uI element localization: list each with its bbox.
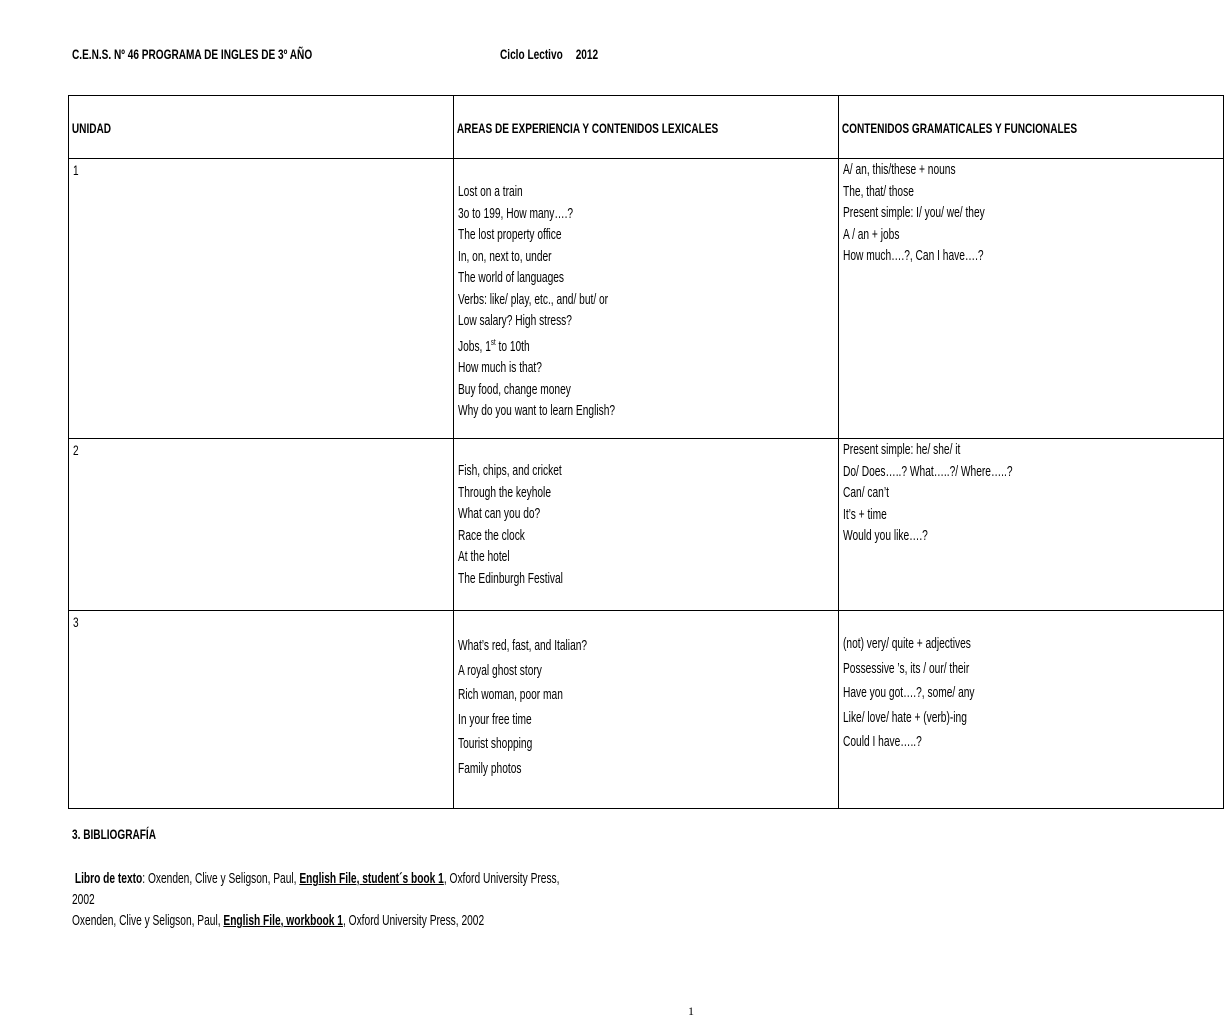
list-item: Rich woman, poor man [458,686,563,704]
list-item: Through the keyhole [458,483,552,501]
school-year: Ciclo Lectivo 2012 [500,46,599,62]
table-row [69,439,1224,611]
lexical-cell [454,439,839,611]
list-item: Could I have…..? [843,733,922,751]
book-title: English File, workbook 1 [223,912,343,929]
list-item: In your free time [458,710,532,728]
table-row [69,159,1224,439]
list-item: In, on, next to, under [458,247,552,265]
list-item: A / an + jobs [843,225,900,243]
list-item: Buy food, change money [458,380,571,398]
bibliography-entry: Oxenden, Clive y Seligson, Paul, English File, workbook 1, Oxford University Press, 2002 [72,912,485,929]
unit-number: 3 [69,611,454,809]
list-item: How much….?, Can I have….? [843,247,984,264]
list-item: Possessive ’s, its / our/ their [843,659,970,677]
table-header-row [69,96,1224,159]
list-item: It’s + time [843,505,887,523]
program-title: C.E.N.S. Nº 46 PROGRAMA DE INGLES DE 3º AÑO [72,46,313,62]
header-grammar: CONTENIDOS GRAMATICALES Y FUNCIONALES [839,96,1224,159]
list-item: 3o to 199, How many….? [458,204,574,222]
list-item: At the hotel [458,548,510,565]
list-item: Family photos [458,759,522,777]
syllabus-table [68,95,1224,809]
page-number: 1 [688,1004,694,1018]
list-item: Why do you want to learn English? [458,402,616,419]
header-unidad: UNIDAD [69,96,454,159]
list-item: Present simple: I/ you/ we/ they [843,204,985,221]
grammar-cell [839,611,1224,809]
bibliography-entries [72,868,712,931]
list-item: Can/ can’t [843,484,889,501]
list-item: A royal ghost story [458,661,542,679]
book-title: English File, student´s book 1 [299,870,444,887]
list-item: Verbs: like/ play, etc., and/ but/ or [458,290,609,308]
bibliography-heading: 3. BIBLIOGRAFÍA [72,826,157,842]
grammar-cell [839,439,1224,611]
list-item: Like/ love/ hate + (verb)-ing [843,708,967,726]
list-item: Do/ Does…..? What…..?/ Where…..? [843,462,1013,480]
list-item: A/ an, this/these + nouns [843,161,956,178]
list-item: How much is that? [458,359,542,376]
list-item: Jobs, 1st to 10th [458,336,530,355]
list-item: What’s red, fast, and Italian? [458,637,588,654]
unit-number: 2 [69,439,454,611]
list-item: Race the clock [458,526,525,544]
list-item: The Edinburgh Festival [458,569,563,587]
header-lexical: AREAS DE EXPERIENCIA Y CONTENIDOS LEXICALES [454,96,839,159]
list-item: Lost on a train [458,183,523,200]
list-item: The world of languages [458,269,565,286]
lexical-cell [454,611,839,809]
bibliography-entry-year: 2002 [72,891,95,908]
list-item: Have you got….?, some/ any [843,684,975,702]
list-item: Tourist shopping [458,735,533,753]
table-row [69,611,1224,809]
list-item: (not) very/ quite + adjectives [843,635,971,652]
bibliography-entry: Libro de texto: Oxenden, Clive y Seligson, Paul, English File, student´s book 1, Oxford University Press, [74,870,560,887]
list-item: Present simple: he/ she/ it [843,441,961,458]
grammar-cell [839,159,1224,439]
lexical-cell [454,159,839,439]
list-item: Fish, chips, and cricket [458,462,562,479]
unit-number: 1 [69,159,454,439]
list-item: The lost property office [458,226,562,243]
list-item: The, that/ those [843,182,914,200]
list-item: Would you like….? [843,527,928,544]
list-item: Low salary? High stress? [458,312,572,329]
list-item: What can you do? [458,505,541,522]
